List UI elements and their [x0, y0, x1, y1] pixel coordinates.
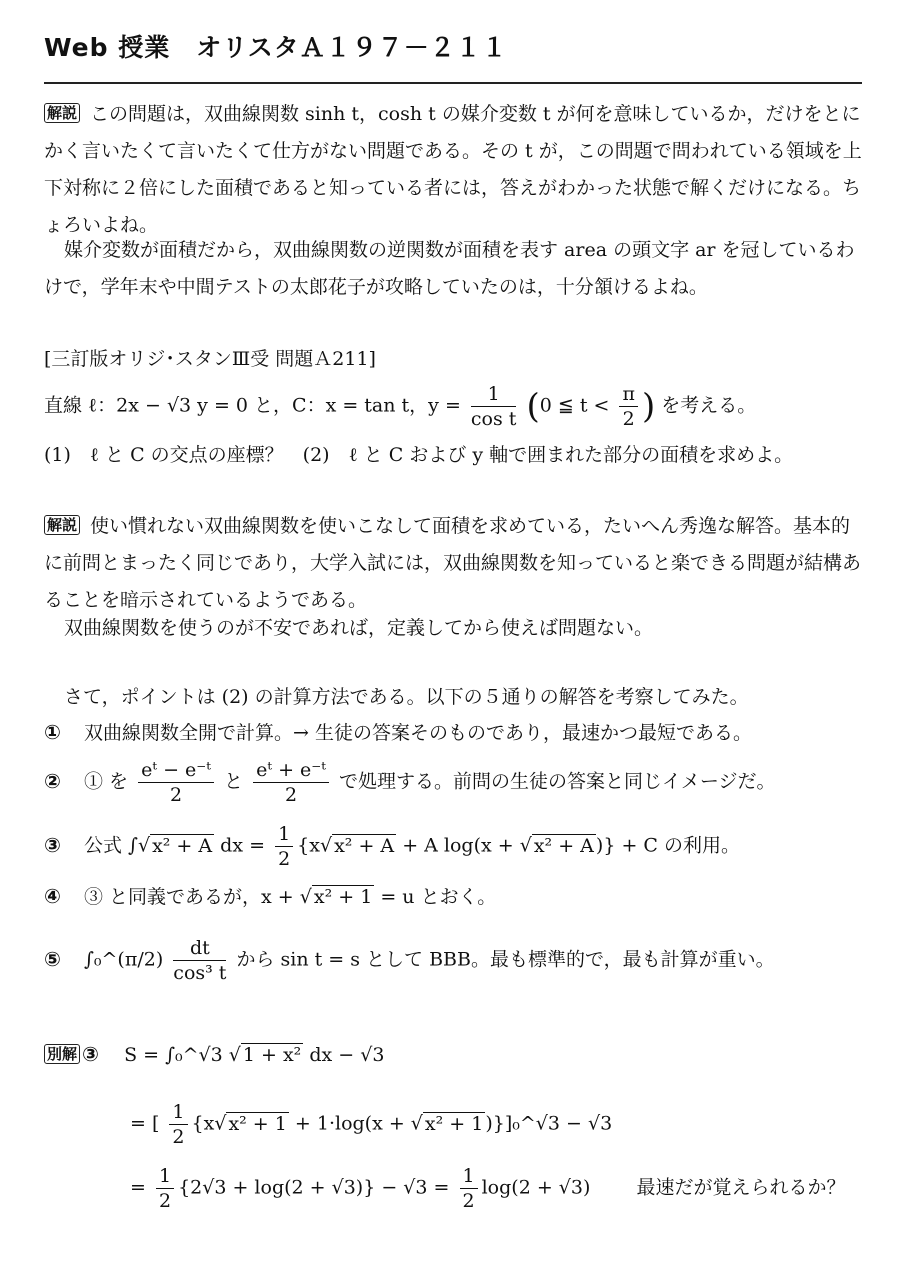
item-2-fraction-plus: $\frac{\text{eᵗ + e⁻ᵗ}}{2}$: [253, 758, 329, 807]
kaisetsu-tag: 解説: [44, 103, 80, 123]
problem-statement: 直線 ℓ：2x − √3 y = 0 と，C：x = tan t，y = $\frac{1}{\text{cos t}}$ (0 ≦ t < $\frac{\pi}{2}$ ) を考える。: [44, 383, 757, 430]
kaisetsu-tag-2: 解説: [44, 515, 80, 535]
item-5-num: ⑤: [44, 946, 61, 971]
alt-comment: 最速だが覚えられるか？: [636, 1176, 846, 1199]
intro-paragraph-1: [44, 96, 864, 244]
explain-paragraph-1: [44, 508, 864, 619]
alt-line-2: = [ $\frac{1}{2}$ {x√ x² + 1 + 1·log(x + √ x² + 1 )}]₀^√3 − √3: [130, 1101, 613, 1148]
intro-text-1: この問題は，双曲線関数 sinh t，cosh t の媒介変数 t が何を意味しているか，だけをとにかく言いたくて言いたくて仕方がない問題である。その t が，この問題で問われている領域を上下対称に２倍にした面積であると知っている者には，答えがわかった状態で解くだけになる。ちょろいよね。: [44, 103, 862, 236]
item-2-num: ②: [44, 768, 61, 793]
item-4-num: ④: [44, 884, 61, 908]
alt-line-1: 別解 ③ S = ∫₀^√3 √ 1 + x² dx − √3: [44, 1042, 874, 1066]
page-title: Web 授業 オリスタＡ１９７－２１１: [44, 33, 508, 62]
alt-line-3: = $\frac{1}{2}$ {2√3 + log(2 + √3)} − √3 = $\frac{1}{2}$ log(2 + √3) 最速だが覚えられるか？: [130, 1165, 846, 1212]
explain-text-1: 使い慣れない双曲線関数を使いこなして面積を求めている，たいへん秀逸な解答。基本的に前問とまったく同じであり，大学入試には，双曲線関数を知っていると楽できる問題が結構あることを暗示されているようである。: [44, 515, 862, 611]
item-3-num: ③: [44, 832, 61, 857]
problem-fraction: $\frac{1}{\text{cos t}}$: [470, 383, 517, 430]
title-divider: [44, 82, 862, 84]
point-text: さて，ポイントは (2) の計算方法である。以下の５通りの解答を考察してみた。: [64, 686, 749, 708]
item-2-fraction-minus: $\frac{\text{eᵗ − e⁻ᵗ}}{2}$: [138, 758, 214, 807]
problem-source: [三訂版オリジ･スタンⅢ受 問題Ａ211]: [44, 348, 376, 370]
problem-questions: (1) ℓ と C の交点の座標？ (2) ℓ と C および y 軸で囲まれた部分の面積を求めよ。: [44, 444, 794, 466]
item-3: ③ 公式 ∫√ x² + A dx = $\frac{1}{2}$ {x√ x² + A + A log(x + √ x² + A )} + C の利用。: [44, 823, 740, 870]
problem-text-a: 直線 ℓ：2x − √3 y = 0 と，C：x = tan t，y =: [44, 394, 461, 417]
pi-fraction: $\frac{\pi}{2}$: [619, 382, 638, 431]
item-2: ② ① を $\frac{\text{eᵗ − e⁻ᵗ}}{2}$ と $\frac{\text{eᵗ + e⁻ᵗ}}{2}$ で処理する。前問の生徒の答案と同じイメージだ。: [44, 759, 776, 806]
intro-paragraph-2: 媒介変数が面積だから，双曲線関数の逆関数が面積を表す area の頭文字 ar を冠しているわけで，学年末や中間テストの太郎花子が攻略していたのは，十分頷けるよね。: [44, 239, 855, 298]
item-1: [44, 718, 874, 745]
item-5-fraction: $\frac{dt}{\text{cos³ t}}$: [173, 937, 227, 984]
betsukai-tag: 別解: [44, 1044, 80, 1064]
item-3-half: $\frac{1}{2}$: [275, 822, 293, 871]
explain-paragraph-2: 双曲線関数を使うのが不安であれば，定義してから使えば問題ない。: [64, 617, 654, 639]
item-1-text: 双曲線関数全開で計算。→ 生徒の答案そのものであり，最速かつ最短である。: [84, 722, 752, 744]
problem-text-b: を考える。: [661, 394, 757, 417]
problem-range: 0 ≦ t <: [539, 394, 610, 417]
item-5: ⑤ ∫₀^(π/2) $\frac{dt}{\text{cos³ t}}$ から sin t = s として BBB。最も標準的で，最も計算が重い。: [44, 937, 775, 984]
item-4: ④ ③ と同義であるが，x + √ x² + 1 = u とおく。: [44, 884, 497, 908]
item-1-num: ①: [44, 720, 61, 744]
